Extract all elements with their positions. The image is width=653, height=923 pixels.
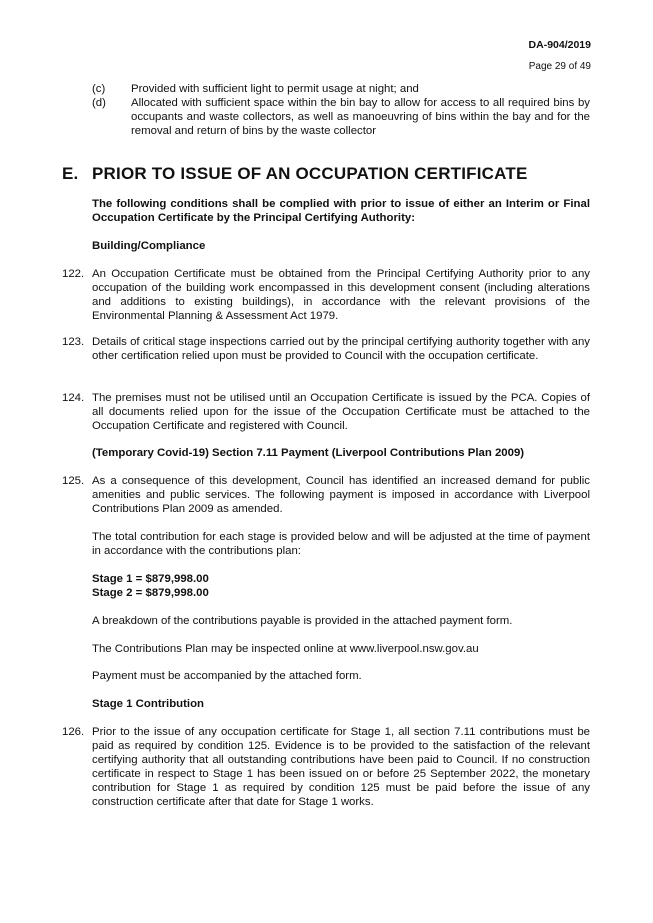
condition-text-125: As a consequence of this development, Council has identified an increased demand for public amenities and public services. The following payment is imposed in accordance with Liverpool Contributions Plan 2009 as amended.	[92, 475, 590, 515]
da-number: DA-904/2019	[528, 39, 591, 51]
subheading-stage-1-contribution: Stage 1 Contribution	[92, 698, 205, 710]
section-intro: The following conditions shall be complied with prior to issue of either an Interim or Final Occupation Certificate by the Principal Certifying Authority:	[92, 198, 590, 224]
condition-text-124: The premises must not be utilised until an Occupation Certificate is issued by the PCA. Copies of all documents relied upon for the issue of the Occupation Certificate must be attached to the Occupation Certificate and registered with Council.	[92, 392, 590, 432]
stage-2-amount: Stage 2 = $879,998.00	[92, 587, 209, 599]
condition-number-123: 123.	[62, 336, 85, 348]
condition-text-122: An Occupation Certificate must be obtained from the Principal Certifying Authority prior to any occupation of the building work encompassed in this development consent (including alterations and additions to existing buildings), in accordance with the relevant provisions of the Environmental Planning & Assessment Act 1979.	[92, 268, 590, 322]
list-label-d: (d)	[92, 97, 106, 109]
section-letter: E.	[62, 164, 79, 183]
stage-1-amount: Stage 1 = $879,998.00	[92, 573, 209, 585]
condition-text-123: Details of critical stage inspections carried out by the principal certifying authority together with any other certification relied upon must be provided to Council with the occupation certificate.	[92, 336, 590, 362]
breakdown-text: A breakdown of the contributions payable is provided in the attached payment form.	[92, 615, 513, 627]
condition-number-125: 125.	[62, 475, 85, 487]
condition-text-126: Prior to the issue of any occupation certificate for Stage 1, all section 7.11 contributions must be paid as required by condition 125. Evidence is to be provided to the satisfaction of the relevant certifying authority that all outstanding contributions have been paid to Council. If no construction certificate in respect to Stage 1 has been issued on or before 25 September 2022, the monetary contribution for Stage 1 as required by condition 125 must be paid before the issue of any construction certificate after that date for Stage 1 works.	[92, 726, 590, 808]
list-item-c: Provided with sufficient light to permit usage at night; and	[131, 83, 419, 95]
subheading-section-711: (Temporary Covid-19) Section 7.11 Payment (Liverpool Contributions Plan 2009)	[92, 447, 525, 459]
condition-number-122: 122.	[62, 268, 85, 280]
plan-online-text: The Contributions Plan may be inspected online at www.liverpool.nsw.gov.au	[92, 643, 479, 655]
section-title: PRIOR TO ISSUE OF AN OCCUPATION CERTIFICATE	[92, 164, 528, 183]
total-contribution-text: The total contribution for each stage is provided below and will be adjusted at the time of payment in accordance with the contributions plan:	[92, 531, 590, 557]
page-number: Page 29 of 49	[528, 61, 591, 72]
subheading-building-compliance: Building/Compliance	[92, 240, 206, 252]
list-item-d: Allocated with sufficient space within the bin bay to allow for access to all required bins by occupants and waste collectors, as well as manoeuvring of bins within the bay and for the removal and return of bins by the waste collector	[131, 97, 590, 137]
section-heading	[62, 164, 528, 184]
condition-number-124: 124.	[62, 392, 85, 404]
list-label-c: (c)	[92, 83, 106, 95]
payment-text: Payment must be accompanied by the attached form.	[92, 670, 362, 682]
condition-number-126: 126.	[62, 726, 85, 738]
